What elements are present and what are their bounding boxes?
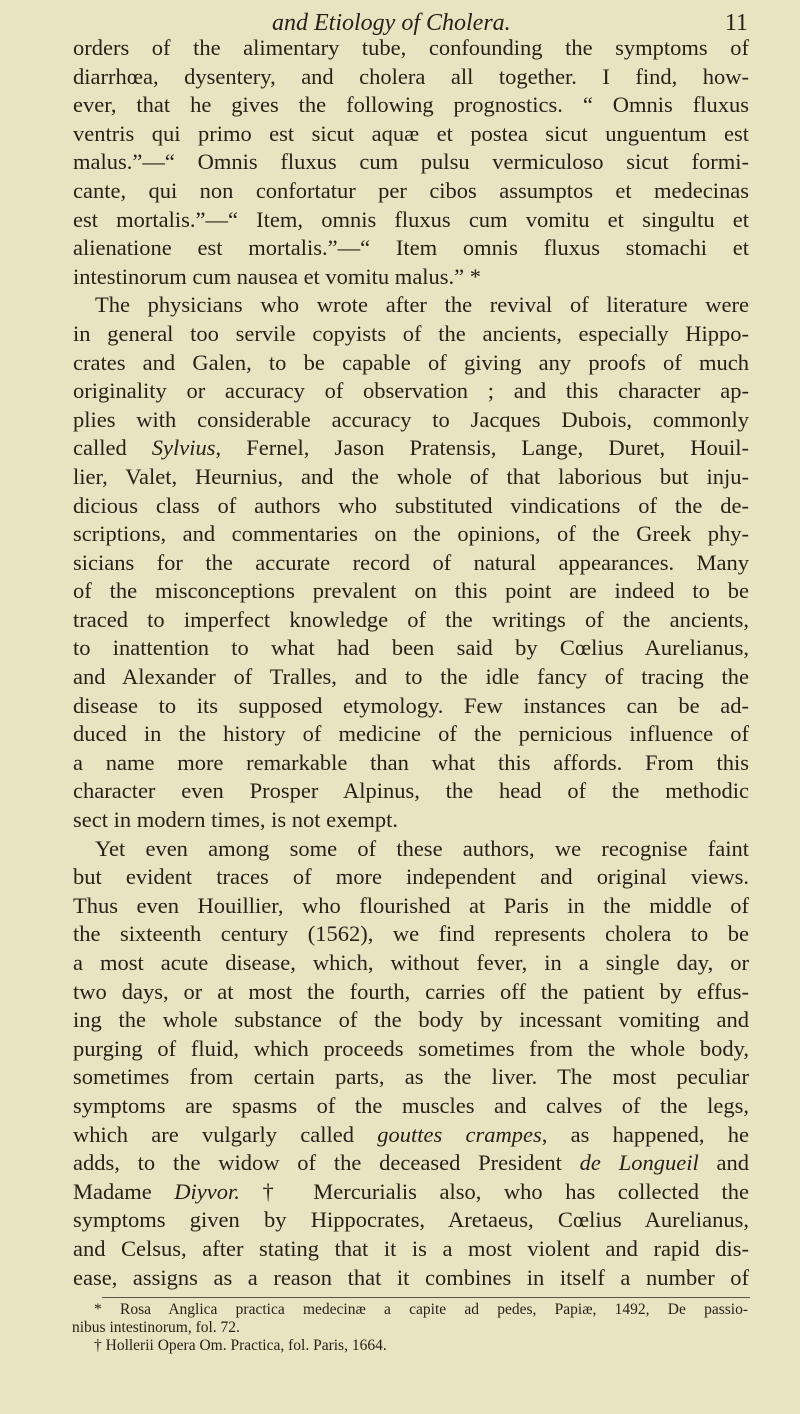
italic-text: Diyvor. xyxy=(174,1178,240,1204)
text-line xyxy=(73,949,749,978)
text-segment: character even Prosper Alpinus, the head of the methodic xyxy=(73,778,749,804)
text-line xyxy=(73,749,749,778)
footnote-2: † Hollerii Opera Om. Practica, fol. Paris, 1664. xyxy=(94,1337,387,1354)
text-line xyxy=(73,1035,749,1064)
text-segment: two days, or at most the fourth, carries off the patient by effus- xyxy=(73,978,749,1004)
text-line xyxy=(73,663,749,692)
text-line xyxy=(73,692,749,721)
text-segment: a most acute disease, which, without fever, in a single day, or xyxy=(73,950,749,975)
text-segment: crates and Galen, to be capable of giving any proofs of much xyxy=(73,349,749,375)
text-line xyxy=(73,63,749,92)
text-line xyxy=(73,434,749,463)
text-line xyxy=(73,1092,749,1121)
italic-text: Sylvius xyxy=(151,435,216,461)
text-segment: Thus even Houillier, who flourished at Paris in the middle of xyxy=(73,892,749,918)
text-line xyxy=(73,120,749,149)
text-segment: ventris qui primo est sicut aquæ et postea sicut unguentum est xyxy=(73,120,749,146)
text-line xyxy=(73,1178,749,1207)
text-segment: ever, that he gives the following prognostics. “ Omnis fluxus xyxy=(73,92,749,118)
text-line xyxy=(73,1006,749,1035)
text-segment: ing the whole substance of the body by incessant vomiting and xyxy=(73,1007,749,1033)
text-segment: duced in the history of medicine of the pernicious influence of xyxy=(73,721,749,747)
text-line xyxy=(73,1264,749,1293)
text-line xyxy=(73,206,749,235)
text-segment: and xyxy=(698,1150,749,1176)
text-line xyxy=(73,892,749,921)
text-line xyxy=(73,720,749,749)
italic-text: de Longueil xyxy=(579,1150,699,1176)
text-segment: diarrhœa, dysentery, and cholera all together. I find, how- xyxy=(73,63,749,89)
text-line xyxy=(73,34,749,63)
text-segment: called xyxy=(73,435,152,461)
text-line xyxy=(73,320,749,349)
text-line xyxy=(73,463,749,492)
text-segment: dicious class of authors who substituted vindications of the de- xyxy=(73,492,749,518)
text-line xyxy=(73,806,749,835)
text-segment: and Celsus, after stating that it is a most violent and rapid dis- xyxy=(73,1235,749,1261)
body-text xyxy=(73,34,749,1292)
text-line xyxy=(73,234,749,263)
text-segment: in general too servile copyists of the ancients, especially Hippo- xyxy=(73,320,749,346)
text-segment: The physicians who wrote after the revival of literature were xyxy=(95,292,749,318)
text-segment: sometimes from certain parts, as the liver. The most peculiar xyxy=(73,1064,749,1090)
text-line xyxy=(73,606,749,635)
text-line xyxy=(73,863,749,892)
text-segment: sicians for the accurate record of natural appearances. Many xyxy=(73,549,749,575)
italic-text: gouttes crampes xyxy=(377,1121,542,1147)
text-line xyxy=(73,377,749,406)
text-line xyxy=(73,349,749,378)
text-line xyxy=(73,1063,749,1092)
text-line xyxy=(73,177,749,206)
running-title: and Etiology of Cholera. xyxy=(272,10,511,36)
text-segment: but evident traces of more independent and original views. xyxy=(73,864,749,890)
text-line xyxy=(73,1121,749,1150)
text-segment: traced to imperfect knowledge of the writings of the ancients, xyxy=(73,606,749,632)
text-line xyxy=(73,920,749,949)
text-segment: symptoms are spasms of the muscles and calves of the legs, xyxy=(73,1092,749,1118)
text-segment: , as happened, he xyxy=(541,1121,749,1147)
text-segment: scriptions, and commentaries on the opinions, of the Greek phy- xyxy=(73,521,749,547)
text-segment: disease to its supposed etymology. Few instances can be ad- xyxy=(73,692,749,718)
text-segment: which are vulgarly called xyxy=(73,1121,378,1147)
text-line xyxy=(73,520,749,549)
text-segment: the sixteenth century (1562), we find represents cholera to be xyxy=(73,921,749,947)
footnote-1 xyxy=(72,1301,748,1337)
text-line xyxy=(73,577,749,606)
footnote-rule xyxy=(102,1297,750,1298)
text-line xyxy=(73,634,749,663)
text-segment: and Alexander of Tralles, and to the idle fancy of tracing the xyxy=(73,664,749,690)
text-segment: originality or accuracy of observation ; and this character ap- xyxy=(73,378,749,404)
text-segment: lier, Valet, Heurnius, and the whole of that laborious but inju- xyxy=(73,463,749,489)
text-line xyxy=(73,549,749,578)
text-segment: purging of fluid, which proceeds sometimes from the whole body, xyxy=(73,1035,749,1061)
text-line xyxy=(73,1206,749,1235)
text-segment: malus.”—“ Omnis fluxus cum pulsu vermiculoso sicut formi- xyxy=(73,149,749,175)
text-line xyxy=(73,263,749,292)
text-segment: a name more remarkable than what this affords. From this xyxy=(73,749,749,775)
text-line xyxy=(73,291,749,320)
text-segment: , Fernel, Jason Pratensis, Lange, Duret, Houil- xyxy=(215,435,749,461)
text-segment: orders of the alimentary tube, confounding the symptoms of xyxy=(73,35,749,60)
text-line xyxy=(73,492,749,521)
text-segment: adds, to the widow of the deceased President xyxy=(73,1150,580,1176)
text-segment: intestinorum cum nausea et vomitu malus.” * xyxy=(73,263,482,289)
footnote-1-line-2: nibus intestinorum, fol. 72. xyxy=(72,1319,240,1336)
text-line xyxy=(73,1149,749,1178)
text-line xyxy=(73,978,749,1007)
text-segment: symptoms given by Hippocrates, Aretaeus, Cœlius Aurelianus, xyxy=(73,1207,749,1233)
footnotes xyxy=(72,1301,748,1355)
text-line xyxy=(73,91,749,120)
text-segment: Yet even among some of these authors, we recognise faint xyxy=(95,835,749,861)
text-line xyxy=(73,148,749,177)
text-line xyxy=(73,777,749,806)
text-segment: sect in modern times, is not exempt. xyxy=(73,807,398,833)
text-segment: of the misconceptions prevalent on this point are indeed to be xyxy=(73,578,749,604)
text-line xyxy=(73,1235,749,1264)
text-segment: est mortalis.”—“ Item, omnis fluxus cum vomitu et singultu et xyxy=(73,206,749,232)
text-segment: to inattention to what had been said by Cœlius Aurelianus, xyxy=(73,635,749,661)
text-line xyxy=(73,406,749,435)
footnote-1-line-1: * Rosa Anglica practica medecinæ a capite ad pedes, Papiæ, 1492, De passio- xyxy=(94,1301,748,1318)
text-segment: ease, assigns as a reason that it combines in itself a number of xyxy=(73,1264,749,1290)
text-segment: plies with considerable accuracy to Jacques Dubois, commonly xyxy=(73,406,749,432)
page-number: 11 xyxy=(724,10,748,36)
text-segment: † Mercurialis also, who has collected the xyxy=(239,1178,749,1204)
text-line xyxy=(73,835,749,864)
text-segment: Madame xyxy=(73,1178,175,1204)
text-segment: cante, qui non confortatur per cibos assumptos et medecinas xyxy=(73,177,749,203)
text-segment: alienatione est mortalis.”—“ Item omnis fluxus stomachi et xyxy=(73,235,749,261)
